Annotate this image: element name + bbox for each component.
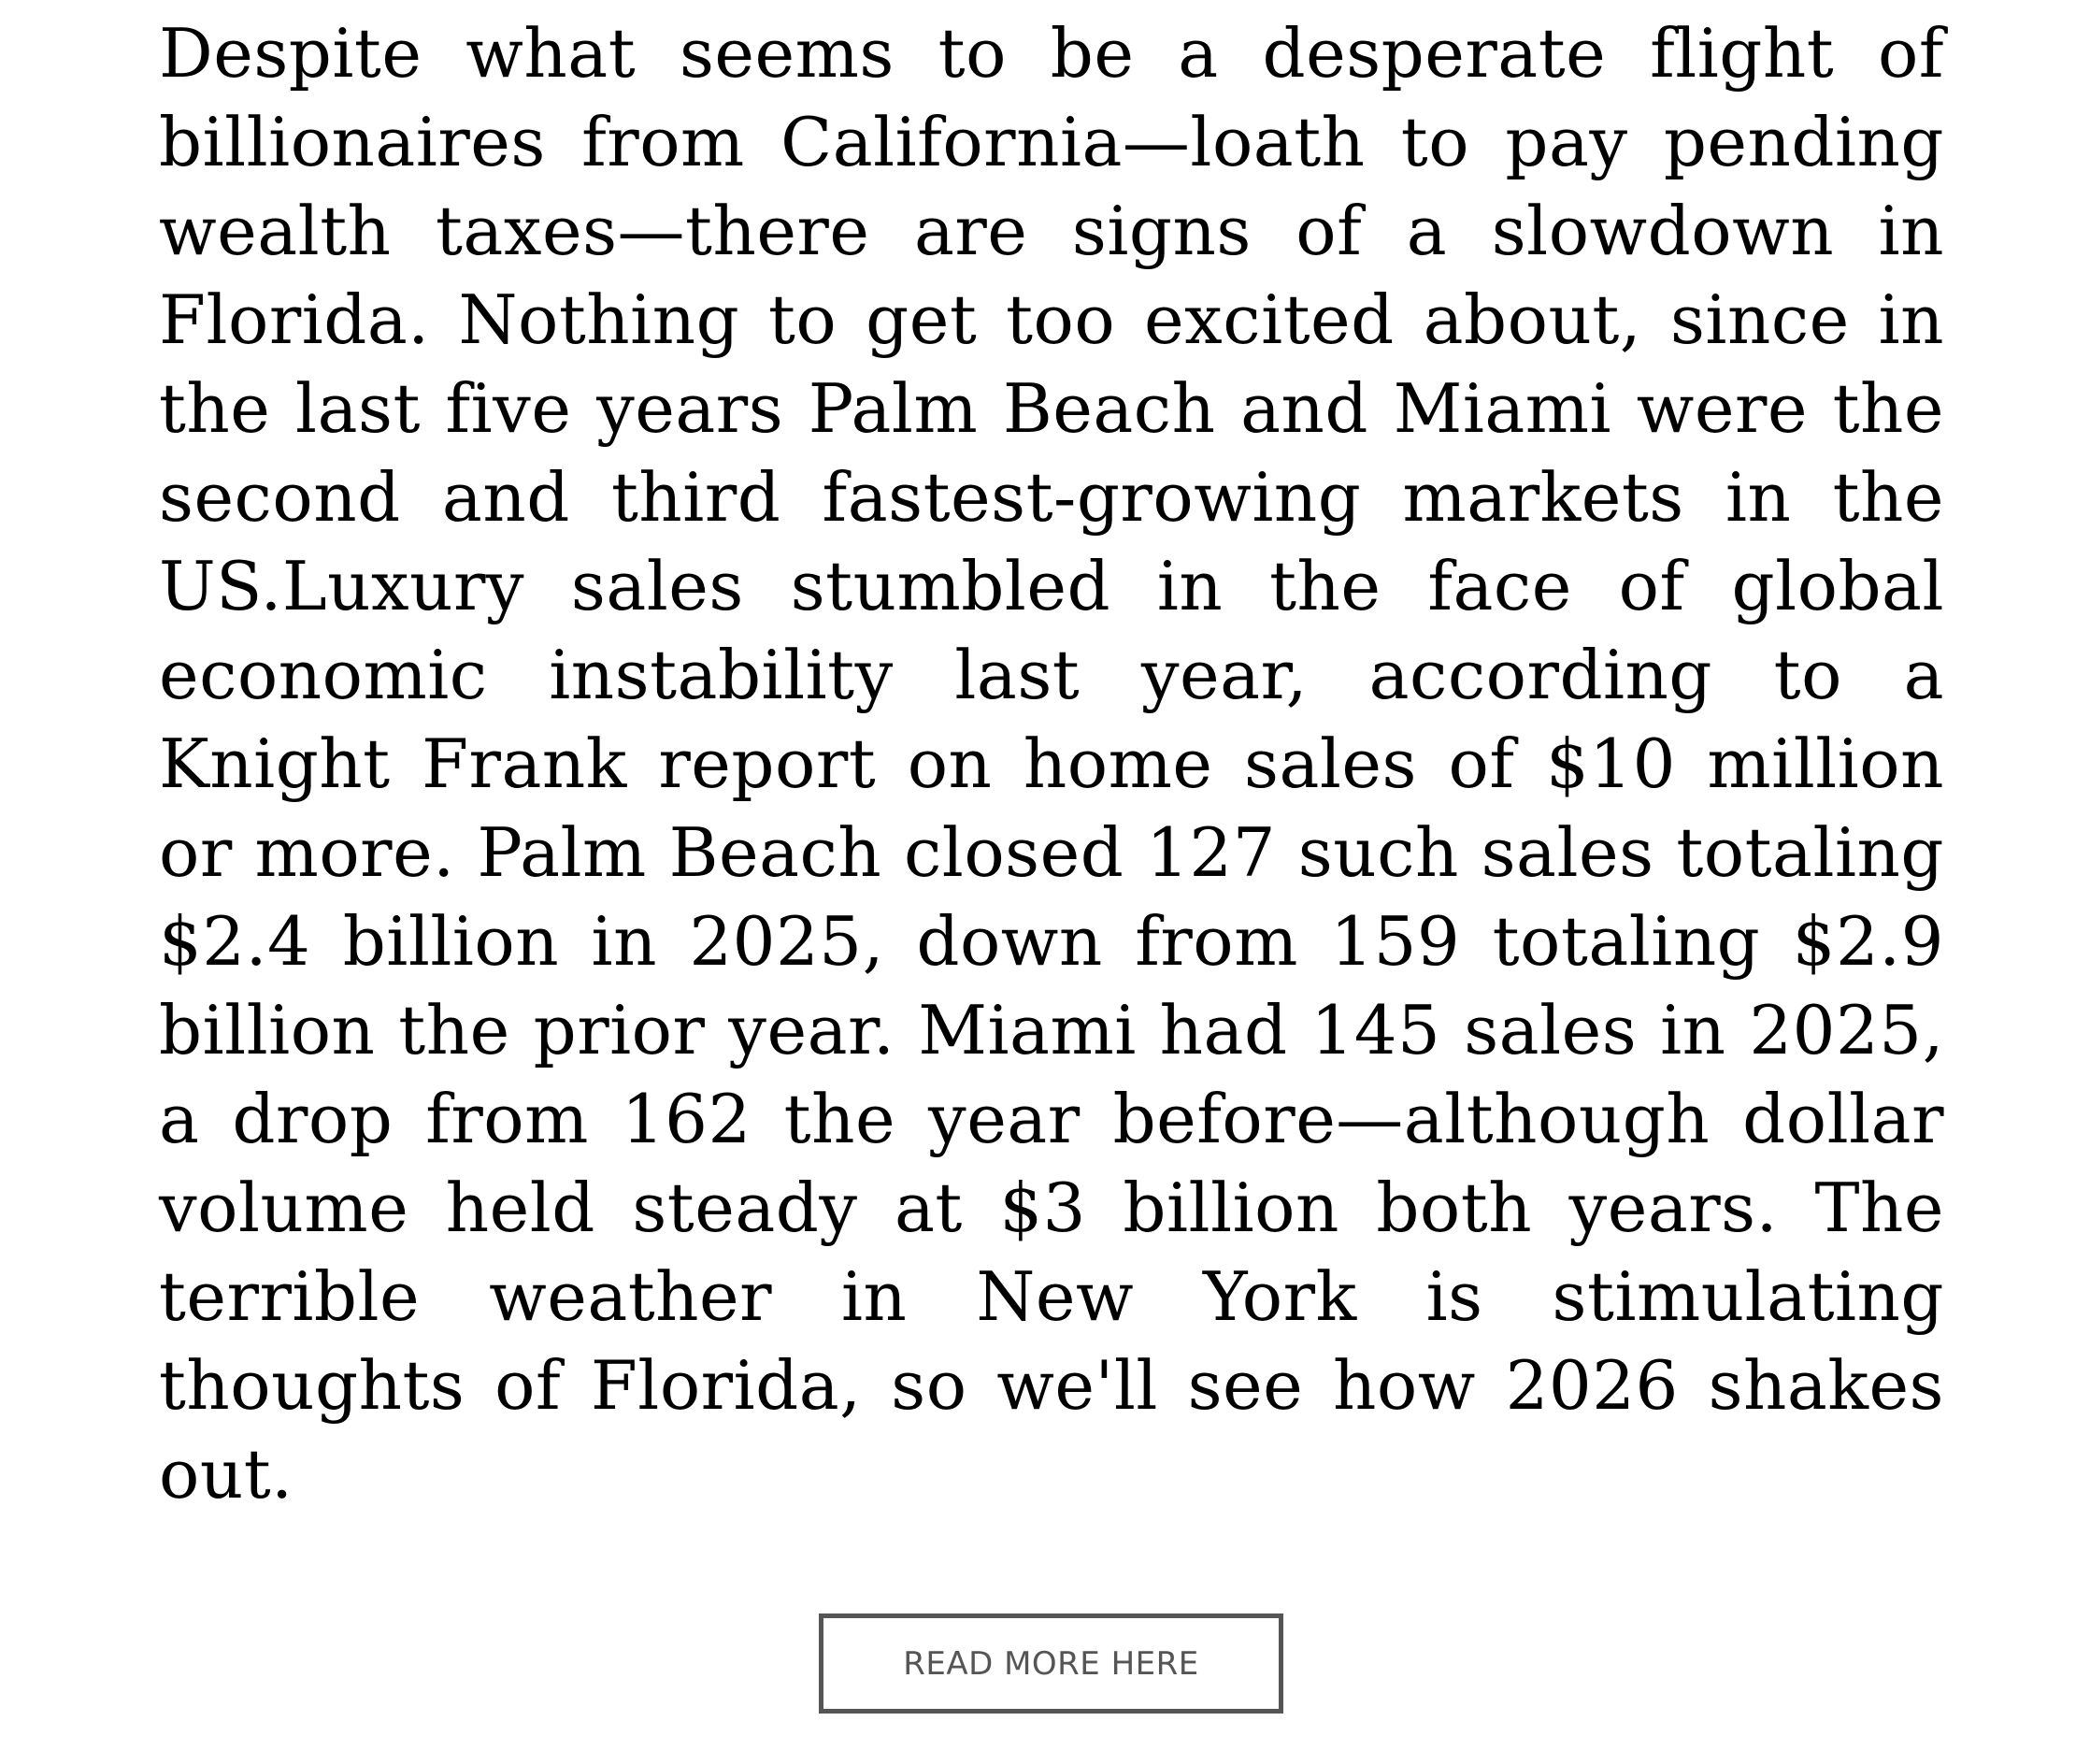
read-more-button[interactable]: READ MORE HERE <box>819 1613 1283 1714</box>
article-body: Despite what seems to be a desperate flight of billionaires from California—loath to pay pending wealth taxes—there are signs of a slowdown in Florida. Nothing to get too excited about, since in the last five years Palm Beach and Miami were the second and third fastest-growing markets in the US.Luxury sales stumbled in the face of global economic instability last year, according to a Knight Frank report on home sales of $10 million or more. Palm Beach closed 127 such sales totaling $2.4 billion in 2025, down from 159 totaling $2.9 billion the prior year. Miami had 145 sales in 2025, a drop from 162 the year before—although dollar volume held steady at $3 billion both years. The terrible weather in New York is stimulating thoughts of Florida, so we'll see how 2026 shakes out. <box>159 14 1944 1513</box>
